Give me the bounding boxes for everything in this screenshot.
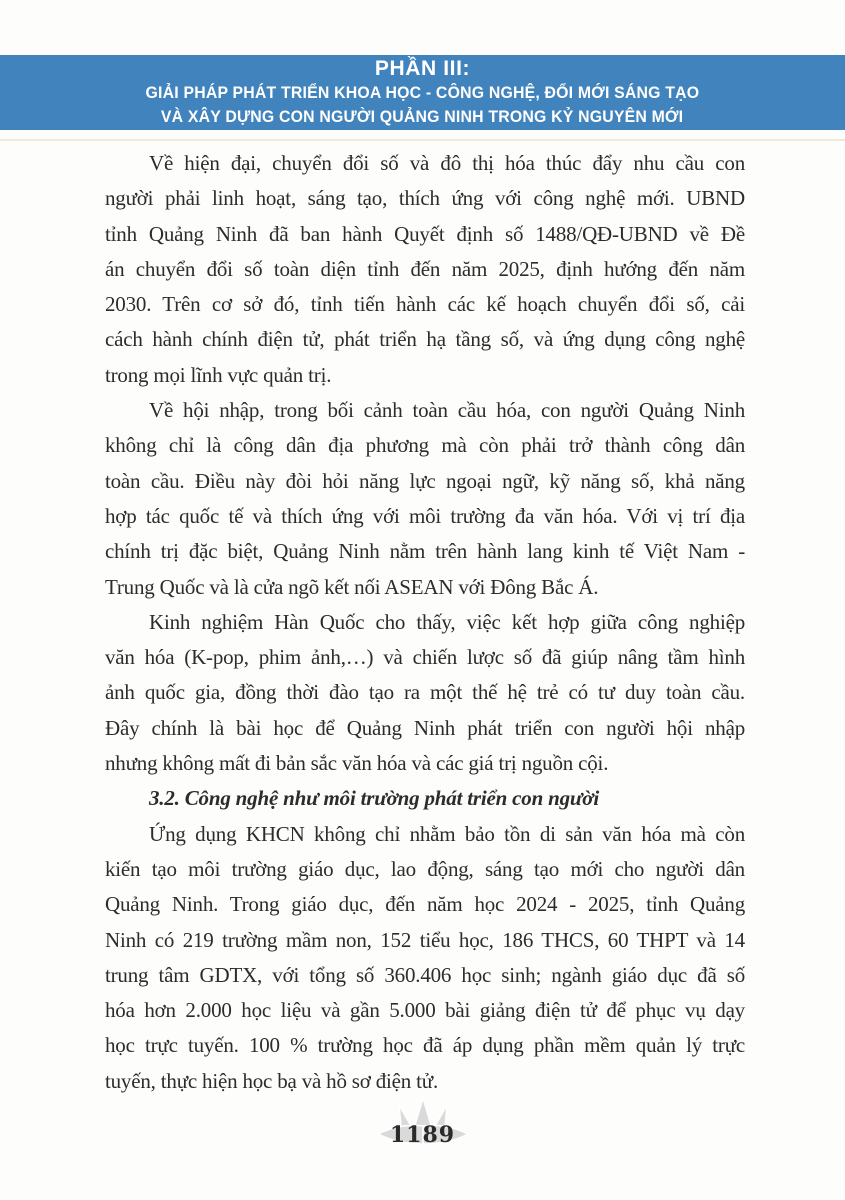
- paragraph-line: ảnh quốc gia, đồng thời đào tạo ra một thế hệ trẻ có tư duy toàn cầu.: [105, 680, 745, 705]
- body-text: [105, 146, 745, 1099]
- paragraph-line: Về hiện đại, chuyển đổi số và đô thị hóa thúc đẩy nhu cầu con: [149, 151, 745, 175]
- paragraph-line: cách hành chính điện tử, phát triển hạ tầng số, và ứng dụng công nghệ: [105, 327, 745, 352]
- paragraph-line: Ninh có 219 trường mầm non, 152 tiểu học, 186 THCS, 60 THPT và 14: [105, 927, 745, 952]
- paragraph-line: chính trị đặc biệt, Quảng Ninh nằm trên hành lang kinh tế Việt Nam -: [105, 539, 745, 564]
- paragraph-line: Ứng dụng KHCN không chỉ nhằm bảo tồn di sản văn hóa mà còn: [149, 821, 745, 846]
- section-title-line-1: GIẢI PHÁP PHÁT TRIỂN KHOA HỌC - CÔNG NGHỆ, ĐỔI MỚI SÁNG TẠO: [145, 83, 700, 102]
- paragraph-line: 2030. Trên cơ sở đó, tỉnh tiến hành các kế hoạch chuyển đổi số, cải: [105, 292, 745, 317]
- paragraph-line: người phải linh hoạt, sáng tạo, thích ứng với công nghệ mới. UBND: [105, 186, 745, 211]
- paragraph-line: Quảng Ninh. Trong giáo dục, đến năm học 2024 - 2025, tỉnh Quảng: [105, 892, 745, 917]
- paragraph-line: Kinh nghiệm Hàn Quốc cho thấy, việc kết hợp giữa công nghiệp: [149, 609, 745, 634]
- paragraph-line: Trung Quốc và là cửa ngõ kết nối ASEAN với Đông Bắc Á.: [105, 574, 599, 599]
- paragraph-line: văn hóa (K-pop, phim ảnh,…) và chiến lược số đã giúp nâng tầm hình: [105, 645, 745, 670]
- paragraph-line: Về hội nhập, trong bối cảnh toàn cầu hóa, con người Quảng Ninh: [149, 398, 745, 423]
- divider-line: [0, 139, 845, 141]
- paragraph-line: hóa hơn 2.000 học liệu và gần 5.000 bài giảng điện tử để phục vụ dạy: [105, 998, 745, 1023]
- paragraph-line: trung tâm GDTX, với tổng số 360.406 học sinh; ngành giáo dục đã số: [105, 962, 745, 987]
- paragraph-line: án chuyển đổi số toàn diện tỉnh đến năm 2025, định hướng đến năm: [105, 256, 745, 281]
- section-title-line-2: VÀ XÂY DỰNG CON NGƯỜI QUẢNG NINH TRONG KỶ NGUYÊN MỚI: [161, 107, 684, 126]
- paragraph-line: toàn cầu. Điều này đòi hỏi năng lực ngoại ngữ, kỹ năng số, khả năng: [105, 468, 745, 493]
- page-footer: [0, 1096, 845, 1154]
- page-number: 1189: [389, 1122, 456, 1148]
- paragraph-line: học trực tuyến. 100 % trường học đã áp dụng phần mềm quản lý trực: [105, 1033, 745, 1058]
- paragraph-line: nhưng không mất đi bản sắc văn hóa và các giá trị nguồn cội.: [105, 751, 609, 776]
- section-banner: [0, 55, 845, 130]
- paragraph-line: không chỉ là công dân địa phương mà còn phải trở thành công dân: [105, 433, 745, 458]
- paragraph-line: trong mọi lĩnh vực quản trị.: [105, 362, 332, 387]
- paragraph-line: kiến tạo môi trường giáo dục, lao động, sáng tạo mới cho người dân: [105, 856, 745, 881]
- paragraph-line: Đây chính là bài học để Quảng Ninh phát triển con người hội nhập: [105, 715, 745, 740]
- page-number-ornament: [375, 1096, 471, 1154]
- paragraph-line: tỉnh Quảng Ninh đã ban hành Quyết định số 1488/QĐ-UBND về Đề: [105, 221, 745, 246]
- paragraph-line: hợp tác quốc tế và thích ứng với môi trường đa văn hóa. Với vị trí địa: [105, 503, 745, 528]
- paragraph-line: tuyến, thực hiện học bạ và hồ sơ điện tử.: [105, 1068, 439, 1093]
- section-part-label: PHẦN III:: [374, 56, 471, 80]
- subsection-heading: 3.2. Công nghệ như môi trường phát triển con người: [149, 786, 599, 811]
